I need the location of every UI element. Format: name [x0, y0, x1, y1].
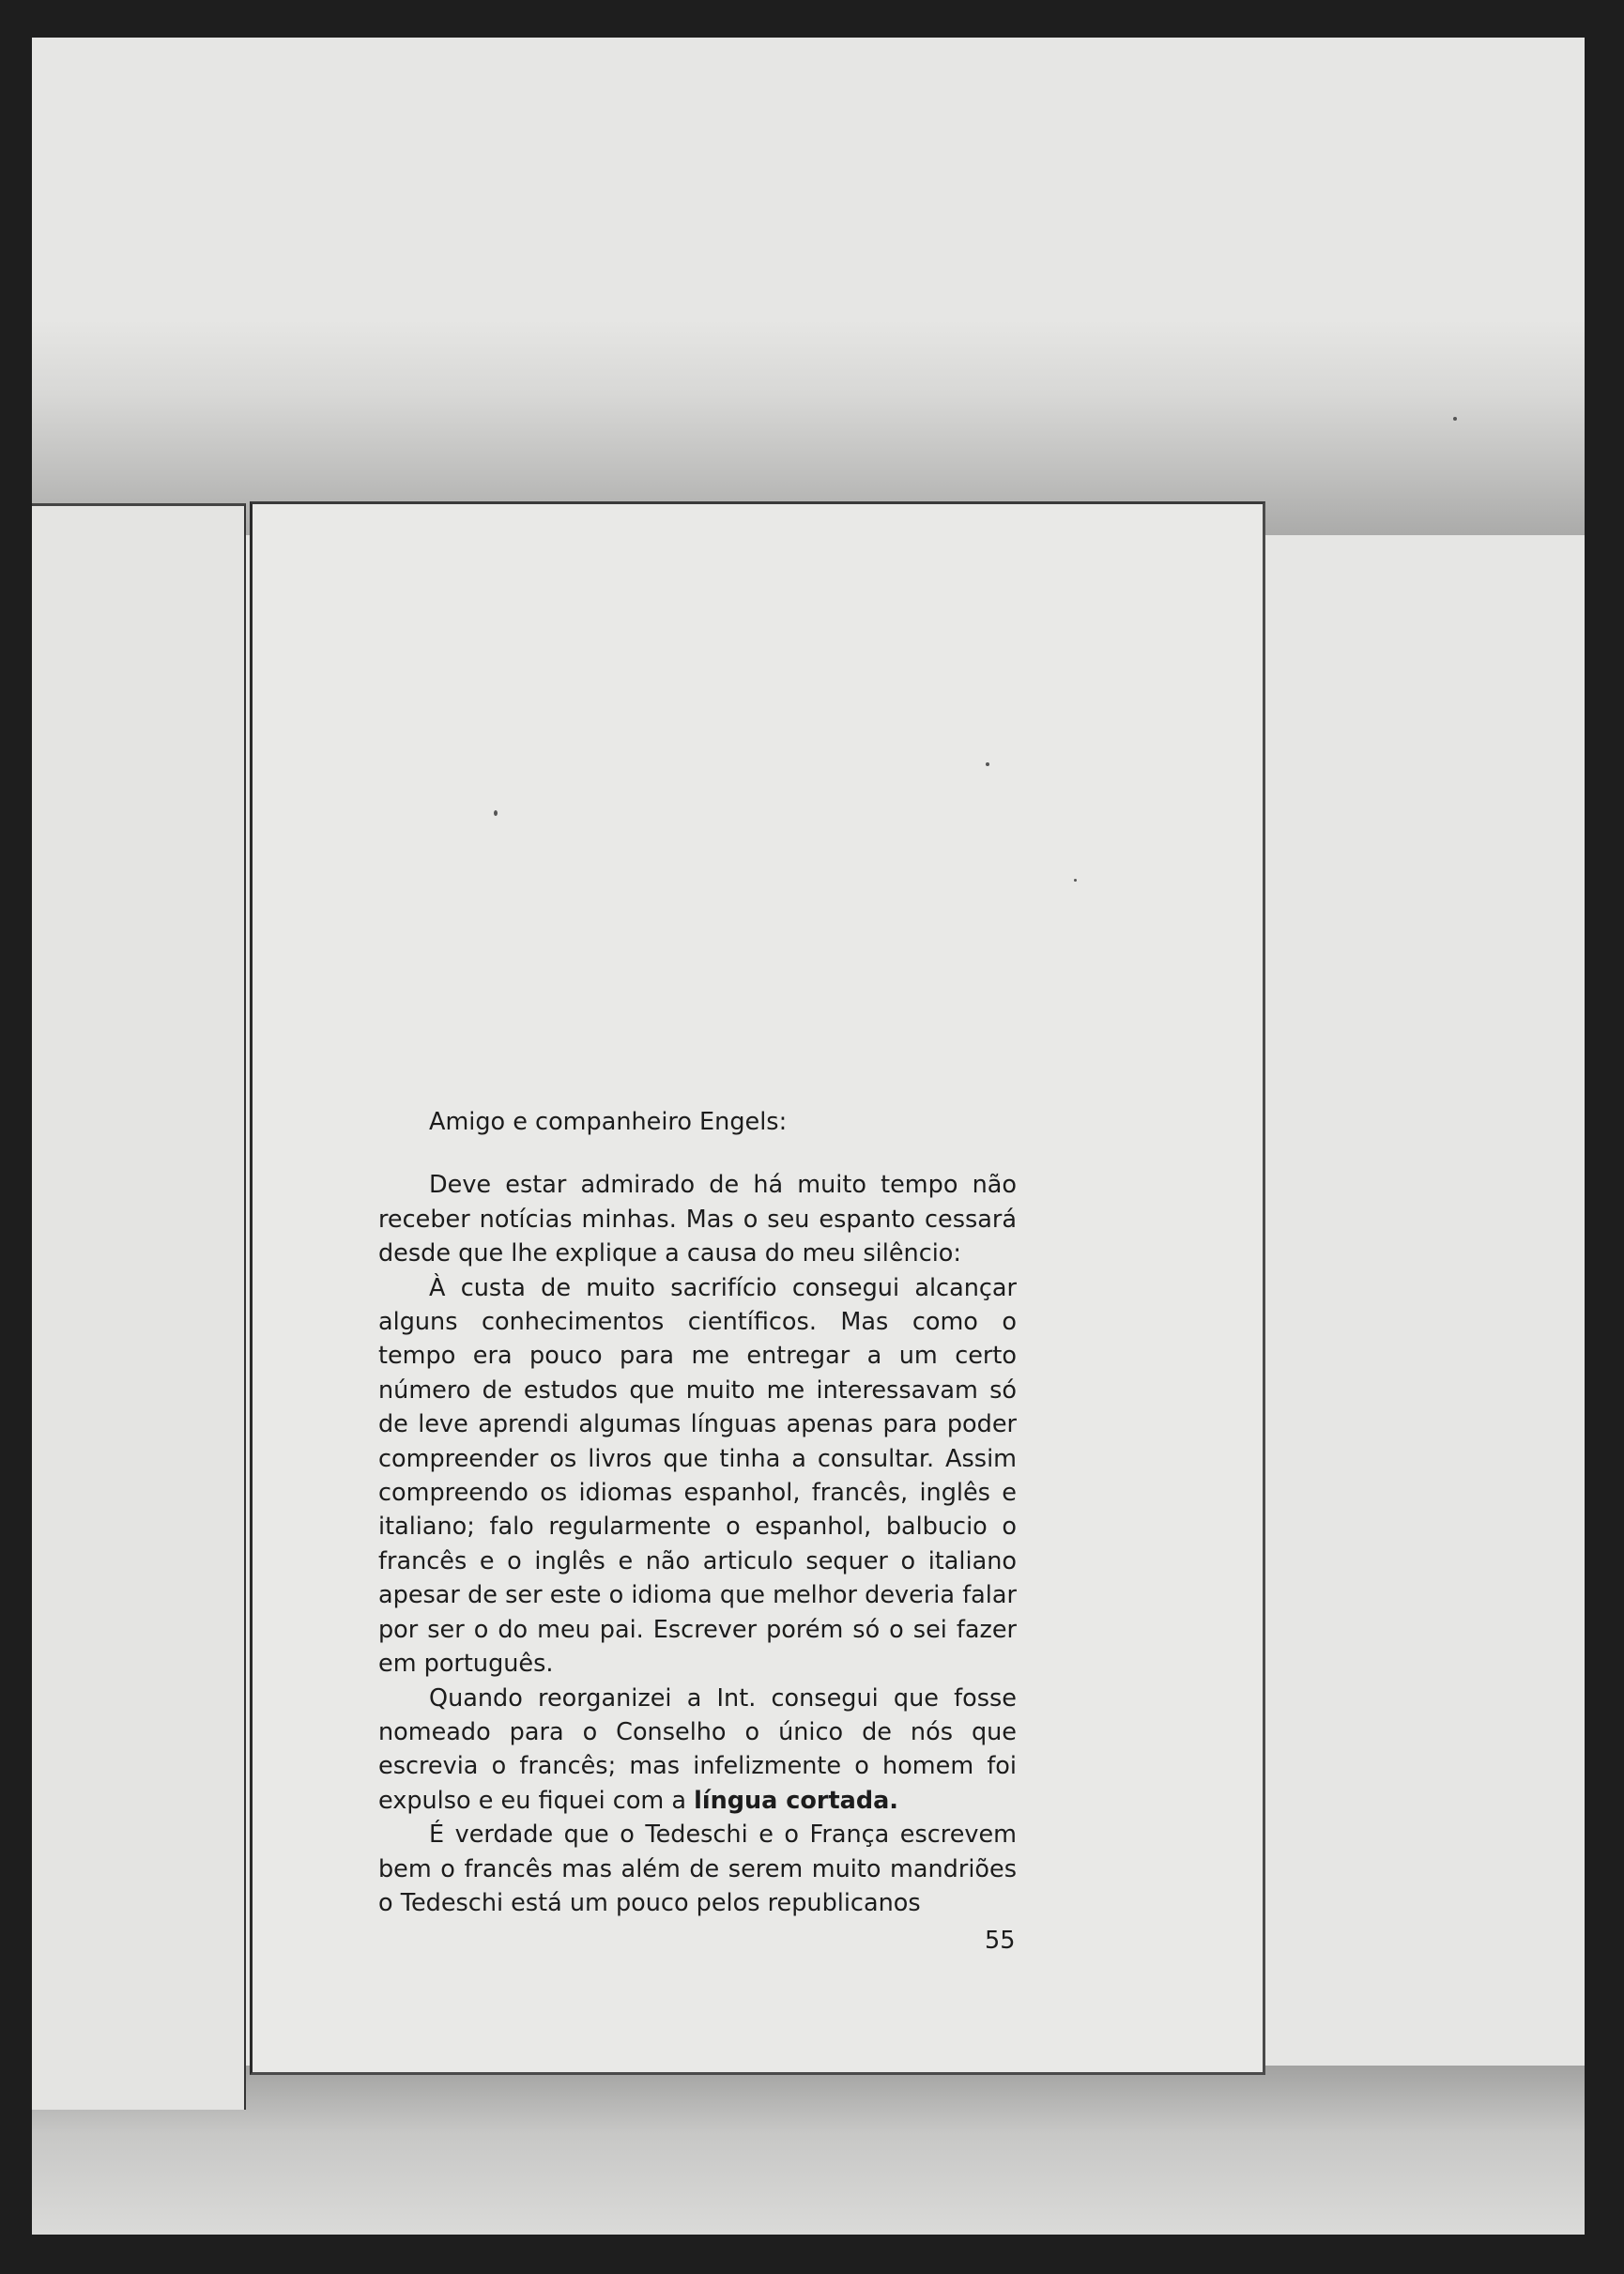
letter-body [378, 1105, 1017, 1920]
paragraph-1: Deve estar admirado de há muito tempo não receber notícias minhas. Mas o seu espanto cessará desde que lhe explique a causa do meu silêncio: [378, 1171, 1017, 1268]
book-page [250, 501, 1265, 2075]
paragraph-2: À custa de muito sacrifício consegui alcançar alguns conhecimentos científicos. Mas como o tempo era pouco para me entregar a um certo número de estudos que muito me interessavam só de leve aprendi algumas línguas apenas para poder compreender os livros que tinha a consultar. Assim compreendo os idiomas espanhol, francês, inglês e italiano; falo regularmente o espanhol, balbucio o francês e o inglês e não articulo sequer o italiano apesar de ser este o idioma que melhor deveria falar por ser o do meu pai. Escrever porém só o sei fazer em português. [378, 1273, 1017, 1679]
dust-speck [986, 762, 989, 766]
dust-speck [1453, 417, 1457, 421]
paragraph-4: É verdade que o Tedeschi e o França escrevem bem o francês mas além de serem muito mandriões o Tedeschi está um pouco pelos republicanos [378, 1821, 1017, 1917]
scan-sheet [32, 38, 1585, 2235]
letter-salutation: Amigo e companheiro Engels: [429, 1108, 788, 1136]
paragraph-3-text: Quando reorganizei a Int. consegui que fosse nomeado para o Conselho o único de nós que escrevia o francês; mas infelizmente o homem foi expulso e eu fiquei com a [378, 1683, 1017, 1815]
dust-speck [494, 810, 498, 816]
copier-shadow-bottom [32, 2066, 1585, 2235]
facing-page-edge [32, 503, 246, 2110]
paragraph-3 [378, 1682, 1017, 1819]
paragraph-3-emphasis: língua cortada. [694, 1786, 898, 1815]
dust-speck [1074, 879, 1077, 882]
page-number: 55 [985, 1927, 1016, 1955]
